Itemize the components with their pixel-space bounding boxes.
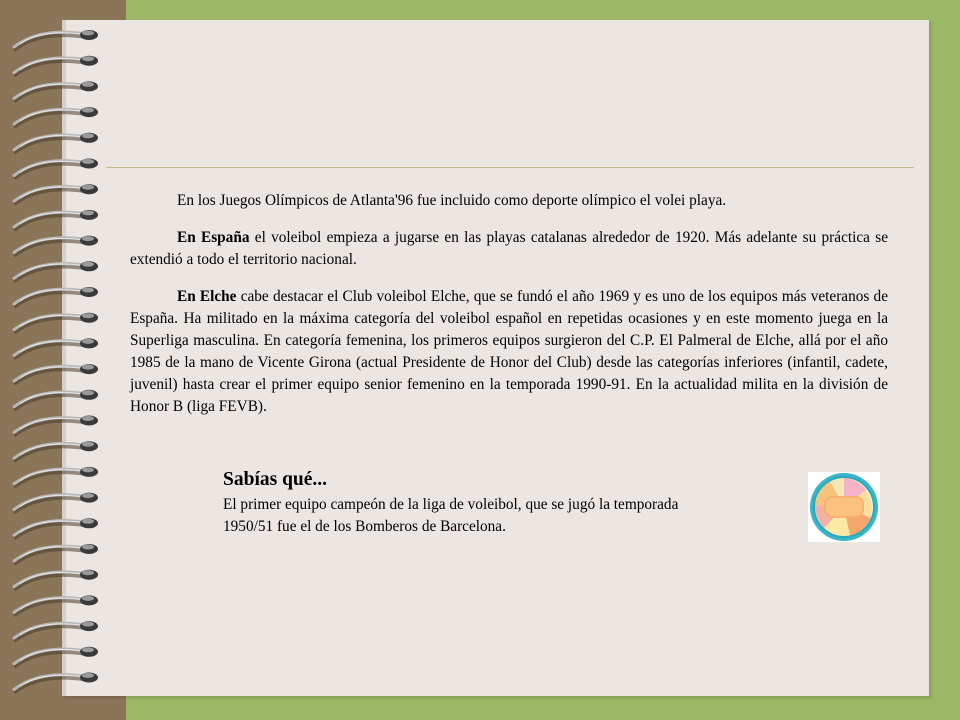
spiral-ring (14, 544, 98, 564)
header-rule (106, 167, 914, 168)
spiral-ring (14, 287, 98, 307)
spiral-ring (14, 261, 98, 281)
spiral-ring (14, 133, 98, 153)
spiral-ring (14, 441, 98, 461)
volleyball-icon (808, 472, 880, 542)
bold-espana: En España (177, 229, 250, 246)
volleyball-image (808, 472, 880, 542)
spiral-ring (14, 416, 98, 436)
spiral-ring (14, 81, 98, 101)
paragraph-espana: En España el voleibol empieza a jugarse en las playas catalanas alrededor de 1920. Más adelante su práctica se extendió a todo el territorio nacional. (130, 229, 888, 268)
spiral-ring (14, 107, 98, 127)
main-text (130, 190, 888, 433)
spiral-ring (14, 493, 98, 513)
spiral-ring (14, 647, 98, 667)
spiral-ring (14, 338, 98, 358)
spiral-binding (0, 0, 130, 720)
spiral-ring (14, 159, 98, 179)
spiral-ring (14, 570, 98, 590)
spiral-ring (14, 30, 98, 50)
spiral-ring (14, 467, 98, 487)
spiral-ring (14, 621, 98, 641)
paragraph-atlanta: En los Juegos Olímpicos de Atlanta'96 fue incluido como deporte olímpico el volei playa. (177, 192, 727, 209)
sabias-text: El primer equipo campeón de la liga de voleibol, que se jugó la temporada 1950/51 fue el de los Bomberos de Barcelona. (223, 496, 679, 535)
spiral-ring (14, 518, 98, 538)
spiral-ring (14, 390, 98, 410)
spiral-ring (14, 595, 98, 615)
spiral-ring (14, 673, 98, 693)
bold-elche: En Elche (177, 288, 237, 305)
spiral-ring (14, 210, 98, 230)
spiral-ring (14, 184, 98, 204)
spiral-ring (14, 56, 98, 76)
sabias-title: Sabías qué... (223, 469, 328, 490)
spiral-ring (14, 364, 98, 384)
paragraph-elche: En Elche cabe destacar el Club voleibol Elche, que se fundó el año 1969 y es uno de los equipos más veteranos de España. Ha militado en la máxima categoría del voleibol español en repetidas ocasiones y en este momento juega en la Superliga masculina. En categoría femenina, los primeros equipos surgieron del C.P. El Palmeral de Elche, allá por el año 1985 de la mano de Vicente Girona (actual Presidente de Honor del Club) desde las categorías inferiores (infantil, cadete, juvenil) hasta crear el primer equipo senior femenino en la temporada 1990-91. En la actualidad milita en la división de Honor B (liga FEVB). (130, 288, 889, 415)
spiral-ring (14, 236, 98, 256)
sabias-que-box (223, 466, 723, 538)
spiral-ring (14, 313, 98, 333)
